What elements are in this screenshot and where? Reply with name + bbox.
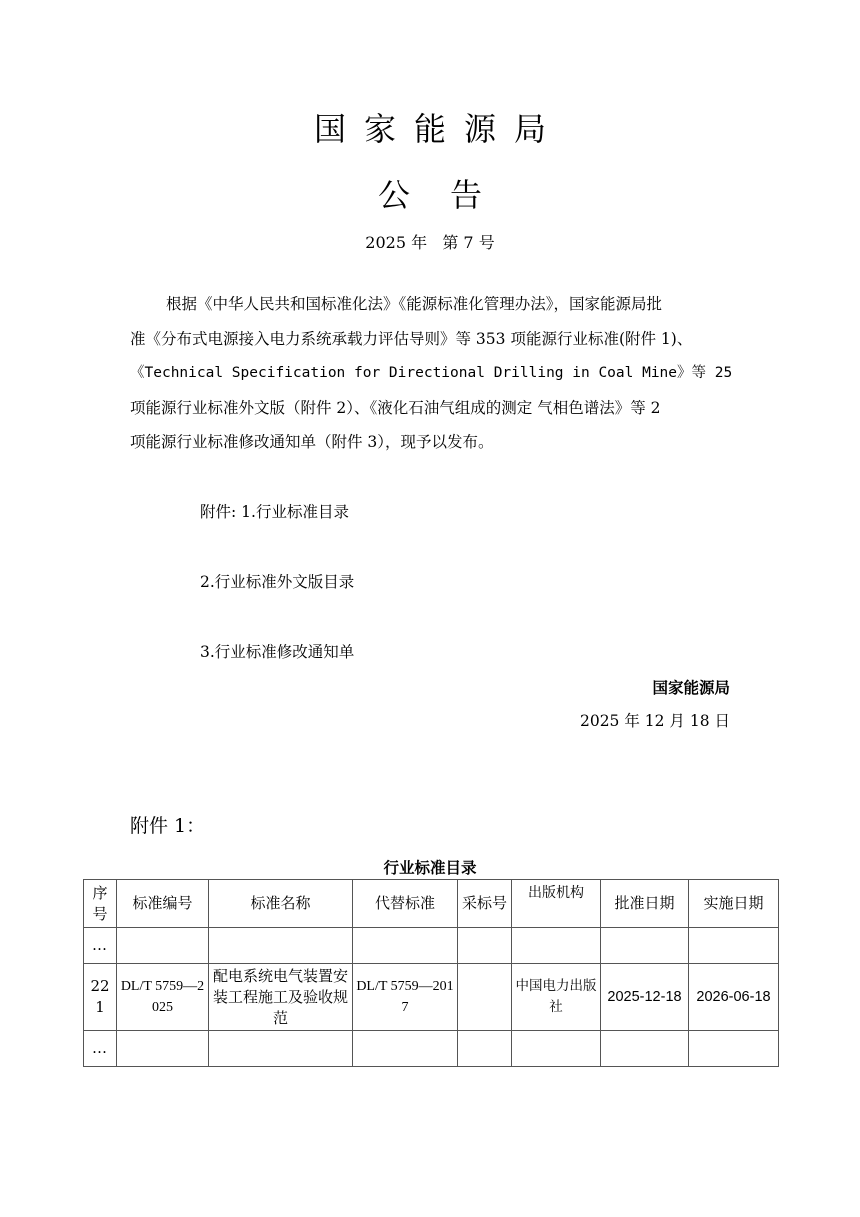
table-row-ellipsis [84,1031,779,1067]
document-type: 公告 [377,176,522,214]
attachment-list-2: 2.行业标准外文版目录 [200,573,355,591]
standards-table [83,879,779,1067]
body-line: 《Technical Specification for Directional Drilling in Coal Mine》等 25 [130,365,733,381]
col-header-adopted: 采标号 [458,880,512,928]
cell-adopted [458,964,512,1031]
cell-approved: 2025-12-18 [601,964,689,1031]
body-line: 根据《中华人民共和国标准化法》《能源标准化管理办法》，国家能源局批 [166,295,663,313]
cell-replaces: DL/T 5759—2017 [353,964,458,1031]
col-header-name: 标准名称 [209,880,353,928]
col-header-approved: 批准日期 [601,880,689,928]
attachment-list-1: 附件: 1.行业标准目录 [200,503,349,521]
cell-number: DL/T 5759—2025 [117,964,209,1031]
cell-name: 配电系统电气装置安装工程施工及验收规范 [209,964,353,1031]
ellipsis-cell: … [84,1031,117,1067]
col-header-publisher: 出版机构 [512,880,601,928]
announcement-body [130,287,733,460]
cell-publisher: 中国电力出版社 [512,964,601,1031]
col-header-number: 标准编号 [117,880,209,928]
cell-effective: 2026-06-18 [689,964,779,1031]
table-title: 行业标准目录 [383,859,477,877]
body-line: 项能源行业标准外文版（附件 2）、《液化石油气组成的测定 气相色谱法》等 2 [130,398,661,417]
ellipsis-cell: … [84,928,117,964]
annex-heading: 附件 1： [130,815,206,837]
signature-org: 国家能源局 [652,679,730,697]
body-line: 项能源行业标准修改通知单（附件 3），现予以发布。 [130,433,494,451]
signature-date: 2025 年 12 月 18 日 [579,712,730,730]
cell-seq: 221 [84,964,117,1031]
table-row-ellipsis [84,928,779,964]
col-header-effective: 实施日期 [689,880,779,928]
table-row [84,964,779,1031]
body-line: 准《分布式电源接入电力系统承载力评估导则》等 353 项能源行业标准(附件 1)、 [130,329,693,348]
agency-title: 国家能源局 [313,110,564,148]
issue-number: 2025 年 第 7 号 [365,233,495,252]
table-header-row [84,880,779,928]
col-header-seq: 序号 [84,880,117,928]
attachment-list-3: 3.行业标准修改通知单 [200,643,355,661]
col-header-replaces: 代替标准 [353,880,458,928]
